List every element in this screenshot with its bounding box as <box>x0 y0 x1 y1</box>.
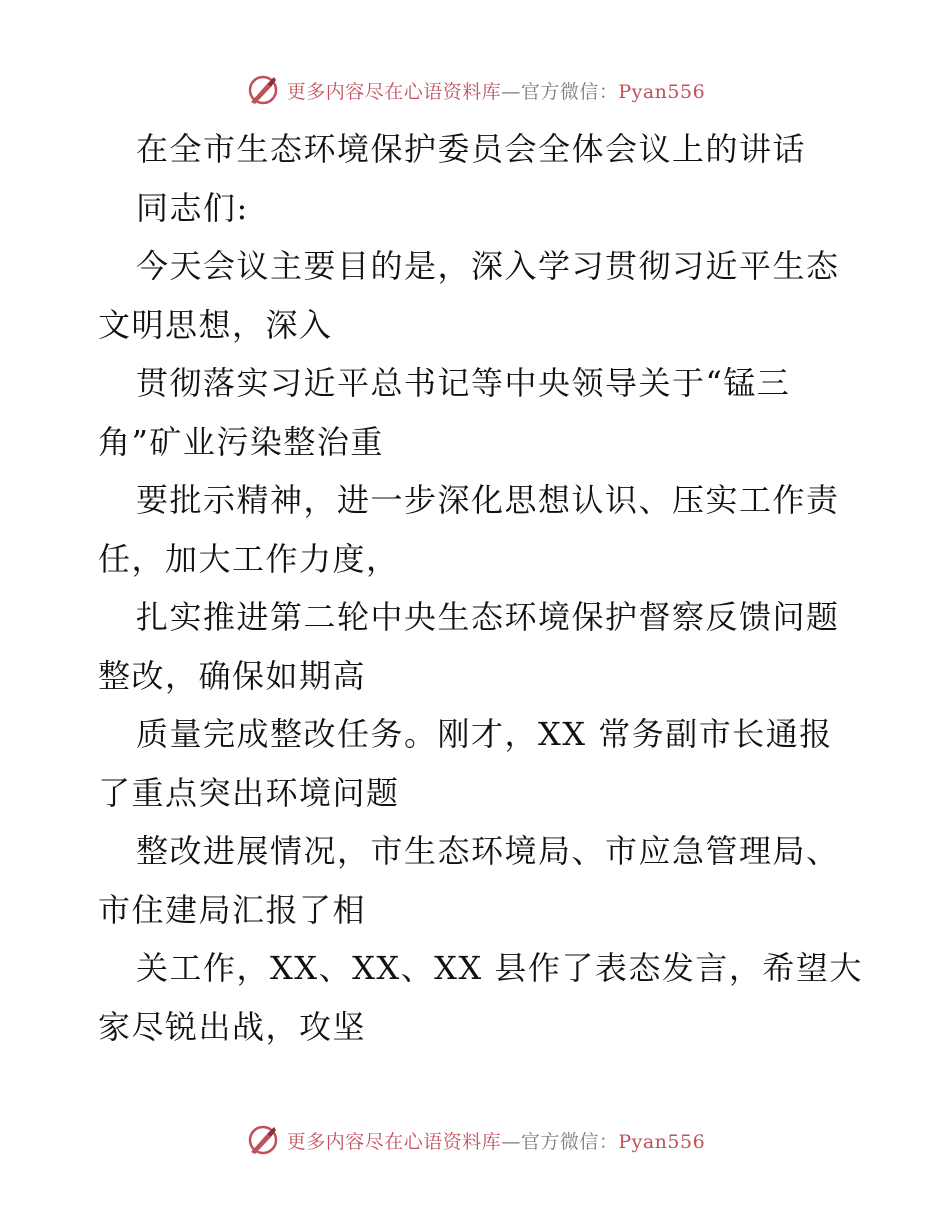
banner-text <box>287 1127 705 1154</box>
banner-main-text: 更多内容尽在心语资料库 <box>286 80 502 103</box>
doc-line: 家尽锐出战，攻坚 <box>98 1007 367 1046</box>
banner-account: Pyan556 <box>618 80 706 103</box>
doc-line: 文明思想，深入 <box>98 305 333 344</box>
doc-line: 质量完成整改任务。刚才，XX 常务副市长通报 <box>136 715 833 753</box>
footer-watermark-banner <box>0 1120 950 1160</box>
doc-line: 角”矿业污染整治重 <box>98 422 384 461</box>
doc-line: 扎实推进第二轮中央生态环境保护督察反馈问题 <box>136 598 840 636</box>
doc-line: 任，加大工作力度， <box>98 539 400 578</box>
pen-circle-logo-icon <box>245 1122 281 1158</box>
banner-label: 官方微信： <box>520 80 619 103</box>
doc-line: 要批示精神，进一步深化思想认识、压实工作责 <box>136 481 840 519</box>
doc-line: 贯彻落实习近平总书记等中央领导关于“锰三 <box>136 364 791 402</box>
doc-title-line: 在全市生态环境保护委员会全体会议上的讲话 <box>136 130 807 168</box>
doc-line: 整改进展情况，市生态环境局、市应急管理局、 <box>136 832 840 870</box>
doc-line: 市住建局汇报了相 <box>98 890 367 929</box>
banner-account: Pyan556 <box>618 1130 706 1153</box>
doc-line: 了重点突出环境问题 <box>98 773 400 812</box>
doc-line: 关工作，XX、XX、XX 县作了表态发言，希望大 <box>136 949 863 987</box>
banner-dash: — <box>501 80 521 103</box>
pen-circle-logo-icon <box>245 72 281 108</box>
document-body <box>98 120 863 1056</box>
doc-line: 同志们: <box>136 188 249 227</box>
banner-main-text: 更多内容尽在心语资料库 <box>286 1130 502 1153</box>
banner-dash: — <box>501 1130 521 1153</box>
banner-label: 官方微信： <box>520 1130 619 1153</box>
doc-line: 今天会议主要目的是，深入学习贯彻习近平生态 <box>136 247 840 285</box>
doc-line: 整改，确保如期高 <box>98 656 367 695</box>
banner-text <box>287 77 705 104</box>
header-watermark-banner <box>0 70 950 110</box>
